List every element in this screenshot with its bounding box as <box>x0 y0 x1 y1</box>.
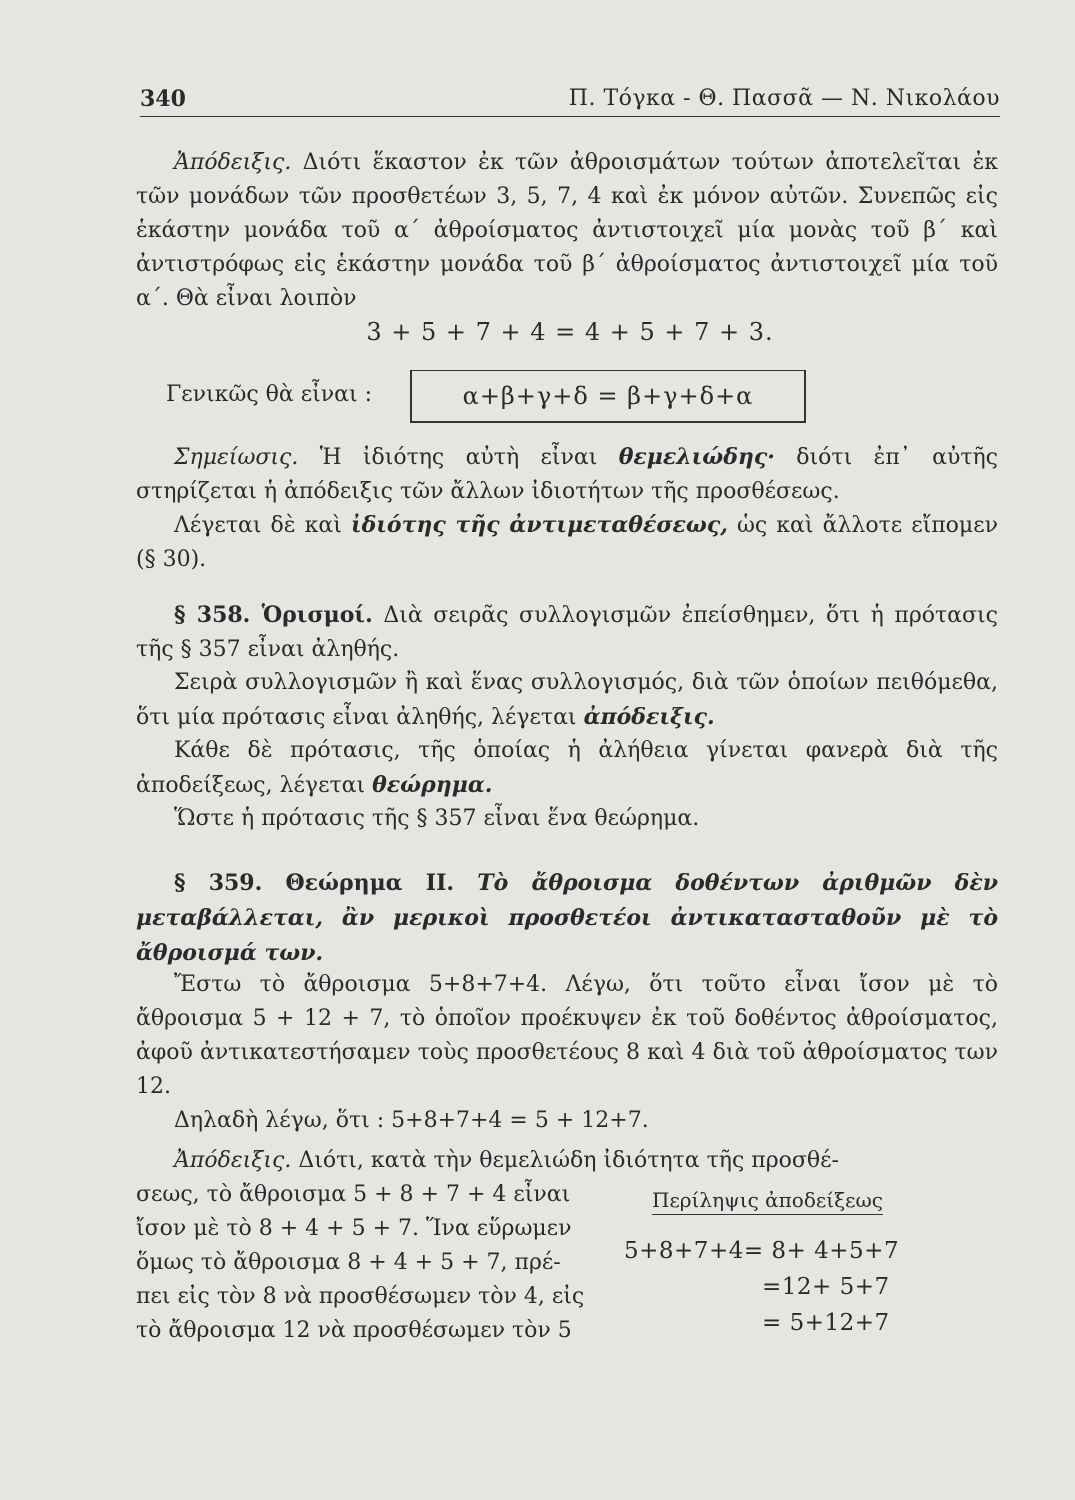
summary-line-3: = 5+12+7 <box>762 1310 890 1336</box>
definition-proof-text: Σειρὰ συλλογισμῶν ἢ καὶ ἕνας συλλογισμός, διὰ τῶν ὁποίων πειθόμεθα, ὅτι μία πρότασις εἶναι ἀληθής, λέγεται <box>136 670 998 730</box>
theorem-claim: Δηλαδὴ λέγω, ὅτι : 5+8+7+4 = 5 + 12+7. <box>174 1108 649 1133</box>
note-line2-b: ὡς καὶ ἄλλοτε εἴπομεν (§ 30). <box>136 513 998 572</box>
page-number: 340 <box>140 86 186 112</box>
proof-line: σεως, τὸ ἄθροισμα 5 + 8 + 7 + 4 εἶναι <box>136 1182 571 1207</box>
proof-line: ἴσον μὲ τὸ 8 + 4 + 5 + 7. Ἵνα εὕρωμεν <box>136 1216 572 1241</box>
note-label: Σημείωσις. <box>174 445 299 470</box>
section-358-heading: § 358. Ὁρισμοί. <box>174 602 373 628</box>
proof-line: τὸ ἄθροισμα 12 νὰ προσθέσωμεν τὸν 5 <box>136 1318 572 1343</box>
definition-proof-paragraph <box>136 666 998 735</box>
commutative-formula-box: α+β+γ+δ = β+γ+δ+α <box>410 370 806 423</box>
section-358-paragraph <box>136 598 998 667</box>
summary-title: Περίληψις ἀποδείξεως <box>652 1188 883 1215</box>
proof-paragraph-1 <box>136 146 998 316</box>
section-359-paragraph <box>136 866 998 971</box>
theorem-proof-first-text: Διότι, κατὰ τὴν θεμελιώδη ἰδιότητα τῆς προσθέ- <box>291 1148 839 1173</box>
note-term-fundamental: θεμελιώδης· <box>618 444 775 470</box>
equation-3574: 3 + 5 + 7 + 4 = 4 + 5 + 7 + 3. <box>366 318 774 346</box>
proof-label: Ἀπόδειξις. <box>174 150 292 175</box>
theorem-proof-label: Ἀπόδειξις. <box>174 1148 292 1173</box>
definition-theorem-paragraph <box>136 734 998 803</box>
summary-line-1: 5+8+7+4= 8+ 4+5+7 <box>624 1238 900 1264</box>
proof-text: Διότι ἕκαστον ἐκ τῶν ἀθροισμάτων τούτων ἀποτελεῖται ἐκ τῶν μονάδων τῶν προσθετέων 3, 5, 7, 4 καὶ ἐκ μόνον αὐτῶν. Συνεπῶς εἰς ἑκάστην μονάδα τοῦ α΄ ἀθροίσματος ἀντιστοιχεῖ μία μονὰς τοῦ β΄ καὶ ἀντιστρόφως εἰς ἑκάστην μονάδα τοῦ β΄ ἀθροίσματος ἀντιστοιχεῖ μία τοῦ α΄. Θὰ εἶναι λοιπὸν <box>136 150 998 311</box>
note-text-a: Ἡ ἰδιότης αὐτὴ εἶναι <box>298 445 619 470</box>
section-359-heading: § 359. Θεώρημα ΙΙ. <box>174 870 455 896</box>
conclusion-paragraph: Ὥστε ἡ πρότασις τῆς § 357 εἶναι ἕνα θεώρημα. <box>174 806 700 831</box>
proof-line: ὅμως τὸ ἄθροισμα 8 + 4 + 5 + 7, πρέ- <box>136 1250 561 1275</box>
general-formula-row <box>166 370 1006 430</box>
note-term-commutative: ἰδιότης τῆς ἀντιμεταθέσεως, <box>350 512 728 538</box>
proof-line: πει εἰς τὸν 8 νὰ προσθέσωμεν τὸν 4, εἰς <box>136 1284 585 1309</box>
summary-line-2: =12+ 5+7 <box>762 1274 890 1300</box>
general-label: Γενικῶς θὰ εἶναι : <box>166 382 373 407</box>
running-header <box>140 86 1000 117</box>
header-authors: Π. Τόγκα - Θ. Πασσᾶ — Ν. Νικολάου <box>568 86 1000 111</box>
section-358-text: Διὰ σειρᾶς συλλογισμῶν ἐπείσθημεν, ὅτι ἡ πρότασις τῆς § 357 εἶναι ἀληθής. <box>136 603 998 662</box>
theorem-statement: Τὸ ἄθροισμα δοθέντων ἀριθμῶν δὲν μεταβάλλεται, ἂν μερικοὶ προσθετέοι ἀντικατασταθοῦν μὲ τὸ ἄθροισμά των. <box>136 870 998 966</box>
theorem-proof-first-line <box>136 1144 998 1178</box>
term-theorem: θεώρημα. <box>372 772 493 798</box>
note-line2-a: Λέγεται δὲ καὶ <box>174 513 351 538</box>
note-paragraph <box>136 440 998 509</box>
note-text-b: διότι ἐπ᾽ αὐτῆς στηρίζεται ἡ ἀπόδειξις τῶν ἄλλων ἰδιοτήτων τῆς προσθέσεως. <box>136 445 999 504</box>
definition-theorem-text: Κάθε δὲ πρότασις, τῆς ὁποίας ἡ ἀλήθεια γίνεται φανερὰ διὰ τῆς ἀποδείξεως, λέγεται <box>136 738 998 798</box>
term-proof: ἀπόδειξις. <box>583 704 715 730</box>
note-paragraph-2 <box>136 508 998 577</box>
theorem-example-paragraph: Ἔστω τὸ ἄθροισμα 5+8+7+4. Λέγω, ὅτι τοῦτο εἶναι ἴσον μὲ τὸ ἄθροισμα 5 + 12 + 7, τὸ ὁποῖον προέκυψεν ἐκ τοῦ δοθέντος ἀθροίσματος, ἀφοῦ ἀντικατεστήσαμεν τοὺς προσθετέους 8 καὶ 4 διὰ τοῦ ἀθροίσματος των 12. <box>136 972 998 1099</box>
